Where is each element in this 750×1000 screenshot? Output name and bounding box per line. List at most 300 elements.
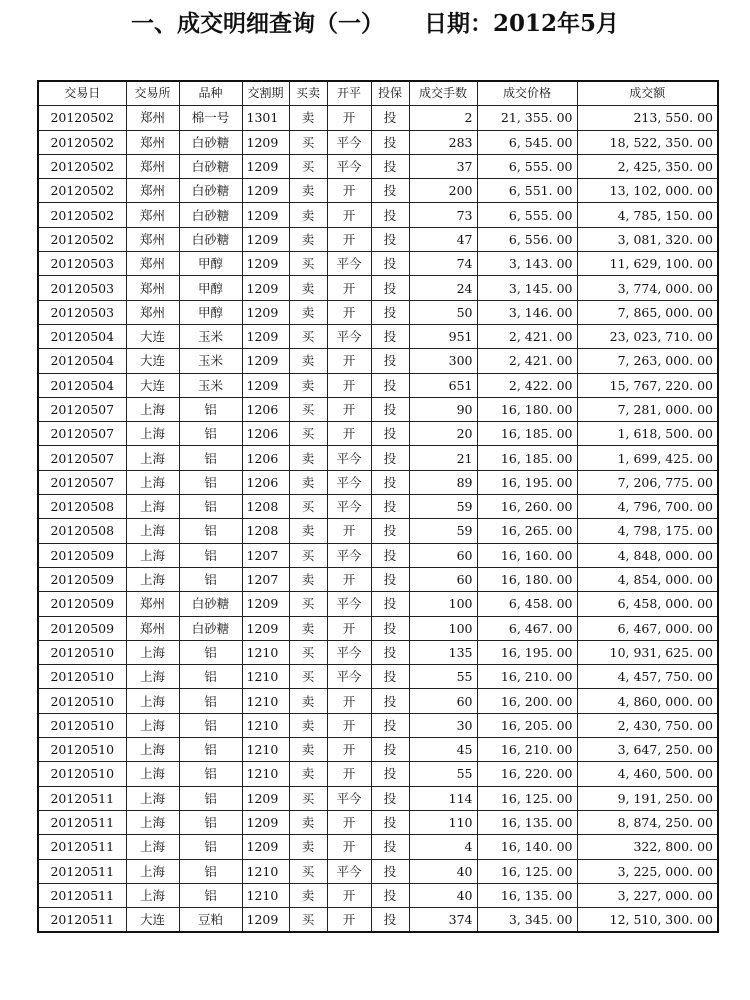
- cell-lots: 40: [409, 883, 477, 907]
- cell-open-close: 平今: [327, 665, 371, 689]
- cell-delivery-period: 1209: [242, 154, 289, 178]
- cell-exchange: 上海: [126, 786, 179, 810]
- cell-trade-date: 20120502: [38, 227, 126, 251]
- cell-trade-date: 20120509: [38, 543, 126, 567]
- cell-price: 16, 125. 00: [477, 859, 577, 883]
- cell-lots: 47: [409, 227, 477, 251]
- cell-buy-sell: 卖: [289, 276, 327, 300]
- cell-variety: 玉米: [179, 373, 242, 397]
- cell-delivery-period: 1206: [242, 446, 289, 470]
- cell-buy-sell: 卖: [289, 373, 327, 397]
- cell-variety: 铝: [179, 786, 242, 810]
- cell-variety: 铝: [179, 883, 242, 907]
- cell-delivery-period: 1207: [242, 567, 289, 591]
- cell-lots: 651: [409, 373, 477, 397]
- cell-trade-date: 20120511: [38, 786, 126, 810]
- cell-buy-sell: 买: [289, 154, 327, 178]
- cell-trade-date: 20120507: [38, 470, 126, 494]
- cell-open-close: 开: [327, 908, 371, 933]
- cell-spec-hedge: 投: [371, 762, 409, 786]
- cell-open-close: 平今: [327, 446, 371, 470]
- cell-delivery-period: 1209: [242, 786, 289, 810]
- cell-buy-sell: 卖: [289, 227, 327, 251]
- cell-spec-hedge: 投: [371, 859, 409, 883]
- cell-trade-date: 20120511: [38, 883, 126, 907]
- cell-price: 16, 195. 00: [477, 470, 577, 494]
- cell-price: 16, 265. 00: [477, 519, 577, 543]
- cell-buy-sell: 卖: [289, 810, 327, 834]
- cell-variety: 白砂糖: [179, 227, 242, 251]
- cell-amount: 2, 430, 750. 00: [577, 713, 718, 737]
- cell-variety: 铝: [179, 762, 242, 786]
- cell-exchange: 郑州: [126, 252, 179, 276]
- cell-delivery-period: 1206: [242, 470, 289, 494]
- cell-trade-date: 20120507: [38, 446, 126, 470]
- cell-buy-sell: 买: [289, 422, 327, 446]
- cell-price: 6, 458. 00: [477, 592, 577, 616]
- cell-lots: 20: [409, 422, 477, 446]
- cell-delivery-period: 1209: [242, 835, 289, 859]
- cell-exchange: 郑州: [126, 154, 179, 178]
- cell-amount: 3, 225, 000. 00: [577, 859, 718, 883]
- cell-exchange: 上海: [126, 640, 179, 664]
- cell-spec-hedge: 投: [371, 300, 409, 324]
- cell-spec-hedge: 投: [371, 713, 409, 737]
- cell-open-close: 平今: [327, 592, 371, 616]
- table-row: [38, 616, 718, 640]
- cell-lots: 55: [409, 762, 477, 786]
- cell-exchange: 郑州: [126, 227, 179, 251]
- cell-exchange: 郑州: [126, 616, 179, 640]
- cell-buy-sell: 卖: [289, 883, 327, 907]
- cell-variety: 铝: [179, 640, 242, 664]
- cell-variety: 白砂糖: [179, 203, 242, 227]
- cell-lots: 60: [409, 543, 477, 567]
- cell-buy-sell: 买: [289, 543, 327, 567]
- cell-lots: 110: [409, 810, 477, 834]
- cell-exchange: 郑州: [126, 130, 179, 154]
- cell-delivery-period: 1209: [242, 373, 289, 397]
- cell-trade-date: 20120503: [38, 300, 126, 324]
- cell-amount: 1, 618, 500. 00: [577, 422, 718, 446]
- cell-buy-sell: 买: [289, 640, 327, 664]
- cell-exchange: 大连: [126, 373, 179, 397]
- cell-spec-hedge: 投: [371, 616, 409, 640]
- cell-delivery-period: 1209: [242, 349, 289, 373]
- cell-variety: 铝: [179, 713, 242, 737]
- table-row: [38, 324, 718, 348]
- header-trade-date: 交易日: [38, 81, 126, 106]
- cell-spec-hedge: 投: [371, 179, 409, 203]
- cell-open-close: 平今: [327, 130, 371, 154]
- cell-buy-sell: 卖: [289, 446, 327, 470]
- header-delivery-period: 交割期: [242, 81, 289, 106]
- cell-price: 16, 125. 00: [477, 786, 577, 810]
- cell-delivery-period: 1301: [242, 106, 289, 130]
- cell-buy-sell: 卖: [289, 713, 327, 737]
- cell-price: 16, 185. 00: [477, 446, 577, 470]
- cell-exchange: 上海: [126, 835, 179, 859]
- cell-delivery-period: 1206: [242, 397, 289, 421]
- cell-amount: 4, 854, 000. 00: [577, 567, 718, 591]
- cell-buy-sell: 卖: [289, 738, 327, 762]
- cell-variety: 铝: [179, 397, 242, 421]
- cell-exchange: 上海: [126, 397, 179, 421]
- cell-variety: 铝: [179, 543, 242, 567]
- cell-lots: 45: [409, 738, 477, 762]
- cell-buy-sell: 买: [289, 495, 327, 519]
- cell-trade-date: 20120510: [38, 665, 126, 689]
- cell-trade-date: 20120509: [38, 567, 126, 591]
- cell-spec-hedge: 投: [371, 203, 409, 227]
- cell-delivery-period: 1210: [242, 640, 289, 664]
- cell-price: 16, 210. 00: [477, 665, 577, 689]
- cell-trade-date: 20120502: [38, 179, 126, 203]
- cell-lots: 100: [409, 592, 477, 616]
- header-lots: 成交手数: [409, 81, 477, 106]
- cell-spec-hedge: 投: [371, 640, 409, 664]
- cell-price: 16, 135. 00: [477, 883, 577, 907]
- cell-lots: 2: [409, 106, 477, 130]
- cell-amount: 8, 874, 250. 00: [577, 810, 718, 834]
- cell-exchange: 上海: [126, 738, 179, 762]
- cell-variety: 铝: [179, 738, 242, 762]
- cell-amount: 23, 023, 710. 00: [577, 324, 718, 348]
- cell-price: 16, 185. 00: [477, 422, 577, 446]
- cell-variety: 白砂糖: [179, 154, 242, 178]
- cell-buy-sell: 卖: [289, 203, 327, 227]
- cell-amount: 3, 647, 250. 00: [577, 738, 718, 762]
- cell-buy-sell: 卖: [289, 567, 327, 591]
- cell-delivery-period: 1208: [242, 495, 289, 519]
- cell-lots: 73: [409, 203, 477, 227]
- cell-spec-hedge: 投: [371, 592, 409, 616]
- cell-variety: 玉米: [179, 349, 242, 373]
- table-row: [38, 227, 718, 251]
- cell-open-close: 开: [327, 300, 371, 324]
- cell-trade-date: 20120511: [38, 859, 126, 883]
- cell-trade-date: 20120503: [38, 276, 126, 300]
- cell-amount: 7, 206, 775. 00: [577, 470, 718, 494]
- cell-lots: 37: [409, 154, 477, 178]
- cell-exchange: 郑州: [126, 106, 179, 130]
- cell-exchange: 上海: [126, 810, 179, 834]
- cell-price: 16, 180. 00: [477, 397, 577, 421]
- cell-exchange: 上海: [126, 543, 179, 567]
- cell-trade-date: 20120511: [38, 908, 126, 933]
- cell-variety: 铝: [179, 470, 242, 494]
- cell-price: 21, 355. 00: [477, 106, 577, 130]
- cell-delivery-period: 1209: [242, 227, 289, 251]
- cell-amount: 9, 191, 250. 00: [577, 786, 718, 810]
- cell-variety: 白砂糖: [179, 179, 242, 203]
- cell-spec-hedge: 投: [371, 810, 409, 834]
- table-row: [38, 786, 718, 810]
- cell-spec-hedge: 投: [371, 227, 409, 251]
- cell-lots: 200: [409, 179, 477, 203]
- cell-lots: 90: [409, 397, 477, 421]
- cell-price: 16, 210. 00: [477, 738, 577, 762]
- cell-price: 16, 180. 00: [477, 567, 577, 591]
- cell-exchange: 上海: [126, 859, 179, 883]
- cell-amount: 4, 860, 000. 00: [577, 689, 718, 713]
- table-row: [38, 373, 718, 397]
- cell-spec-hedge: 投: [371, 130, 409, 154]
- cell-spec-hedge: 投: [371, 154, 409, 178]
- table-row: [38, 713, 718, 737]
- cell-buy-sell: 卖: [289, 300, 327, 324]
- cell-spec-hedge: 投: [371, 397, 409, 421]
- cell-open-close: 开: [327, 203, 371, 227]
- cell-amount: 7, 281, 000. 00: [577, 397, 718, 421]
- cell-amount: 6, 458, 000. 00: [577, 592, 718, 616]
- table-row: [38, 422, 718, 446]
- cell-exchange: 大连: [126, 349, 179, 373]
- cell-price: 16, 220. 00: [477, 762, 577, 786]
- cell-price: 3, 143. 00: [477, 252, 577, 276]
- cell-delivery-period: 1210: [242, 883, 289, 907]
- cell-amount: 322, 800. 00: [577, 835, 718, 859]
- cell-spec-hedge: 投: [371, 446, 409, 470]
- cell-exchange: 上海: [126, 883, 179, 907]
- cell-amount: 4, 796, 700. 00: [577, 495, 718, 519]
- table-row: [38, 810, 718, 834]
- cell-spec-hedge: 投: [371, 738, 409, 762]
- cell-lots: 59: [409, 495, 477, 519]
- cell-trade-date: 20120507: [38, 422, 126, 446]
- cell-delivery-period: 1209: [242, 252, 289, 276]
- cell-variety: 铝: [179, 835, 242, 859]
- cell-delivery-period: 1210: [242, 689, 289, 713]
- cell-open-close: 开: [327, 616, 371, 640]
- cell-price: 16, 160. 00: [477, 543, 577, 567]
- cell-variety: 白砂糖: [179, 130, 242, 154]
- cell-trade-date: 20120507: [38, 397, 126, 421]
- cell-trade-date: 20120503: [38, 252, 126, 276]
- table-row: [38, 106, 718, 130]
- cell-delivery-period: 1210: [242, 713, 289, 737]
- cell-price: 2, 421. 00: [477, 349, 577, 373]
- table-row: [38, 835, 718, 859]
- cell-amount: 7, 865, 000. 00: [577, 300, 718, 324]
- cell-buy-sell: 卖: [289, 689, 327, 713]
- cell-lots: 40: [409, 859, 477, 883]
- cell-price: 3, 145. 00: [477, 276, 577, 300]
- cell-price: 3, 345. 00: [477, 908, 577, 933]
- table-row: [38, 203, 718, 227]
- cell-exchange: 郑州: [126, 203, 179, 227]
- cell-open-close: 开: [327, 519, 371, 543]
- table-row: [38, 908, 718, 933]
- cell-variety: 甲醇: [179, 252, 242, 276]
- cell-spec-hedge: 投: [371, 835, 409, 859]
- cell-amount: 15, 767, 220. 00: [577, 373, 718, 397]
- cell-buy-sell: 卖: [289, 106, 327, 130]
- header-exchange: 交易所: [126, 81, 179, 106]
- cell-exchange: 郑州: [126, 179, 179, 203]
- cell-open-close: 开: [327, 835, 371, 859]
- cell-exchange: 上海: [126, 567, 179, 591]
- cell-amount: 2, 425, 350. 00: [577, 154, 718, 178]
- cell-variety: 铝: [179, 810, 242, 834]
- cell-delivery-period: 1209: [242, 300, 289, 324]
- cell-spec-hedge: 投: [371, 106, 409, 130]
- cell-trade-date: 20120510: [38, 713, 126, 737]
- cell-lots: 114: [409, 786, 477, 810]
- cell-trade-date: 20120504: [38, 324, 126, 348]
- cell-trade-date: 20120509: [38, 616, 126, 640]
- cell-amount: 6, 467, 000. 00: [577, 616, 718, 640]
- cell-spec-hedge: 投: [371, 470, 409, 494]
- cell-buy-sell: 买: [289, 130, 327, 154]
- cell-buy-sell: 买: [289, 786, 327, 810]
- cell-lots: 50: [409, 300, 477, 324]
- cell-lots: 4: [409, 835, 477, 859]
- cell-trade-date: 20120510: [38, 640, 126, 664]
- cell-spec-hedge: 投: [371, 495, 409, 519]
- cell-delivery-period: 1209: [242, 179, 289, 203]
- cell-open-close: 开: [327, 422, 371, 446]
- cell-variety: 铝: [179, 519, 242, 543]
- cell-buy-sell: 卖: [289, 349, 327, 373]
- table-row: [38, 640, 718, 664]
- cell-spec-hedge: 投: [371, 373, 409, 397]
- cell-price: 6, 555. 00: [477, 154, 577, 178]
- table-row: [38, 470, 718, 494]
- table-row: [38, 154, 718, 178]
- cell-variety: 铝: [179, 665, 242, 689]
- cell-open-close: 开: [327, 227, 371, 251]
- cell-lots: 21: [409, 446, 477, 470]
- cell-trade-date: 20120502: [38, 106, 126, 130]
- page-title: [0, 6, 750, 42]
- table-row: [38, 446, 718, 470]
- cell-trade-date: 20120509: [38, 592, 126, 616]
- header-row: [38, 81, 718, 106]
- cell-delivery-period: 1209: [242, 203, 289, 227]
- cell-open-close: 开: [327, 373, 371, 397]
- cell-lots: 55: [409, 665, 477, 689]
- cell-spec-hedge: 投: [371, 665, 409, 689]
- cell-open-close: 平今: [327, 495, 371, 519]
- cell-spec-hedge: 投: [371, 908, 409, 933]
- cell-variety: 玉米: [179, 324, 242, 348]
- cell-delivery-period: 1210: [242, 738, 289, 762]
- cell-buy-sell: 卖: [289, 179, 327, 203]
- cell-lots: 24: [409, 276, 477, 300]
- cell-spec-hedge: 投: [371, 567, 409, 591]
- table-row: [38, 130, 718, 154]
- cell-variety: 棉一号: [179, 106, 242, 130]
- cell-variety: 甲醇: [179, 300, 242, 324]
- cell-delivery-period: 1209: [242, 276, 289, 300]
- cell-lots: 951: [409, 324, 477, 348]
- cell-exchange: 上海: [126, 519, 179, 543]
- cell-amount: 12, 510, 300. 00: [577, 908, 718, 933]
- cell-price: 6, 551. 00: [477, 179, 577, 203]
- cell-delivery-period: 1209: [242, 810, 289, 834]
- cell-buy-sell: 卖: [289, 470, 327, 494]
- cell-trade-date: 20120502: [38, 130, 126, 154]
- cell-buy-sell: 买: [289, 665, 327, 689]
- table-row: [38, 859, 718, 883]
- cell-delivery-period: 1208: [242, 519, 289, 543]
- cell-price: 16, 135. 00: [477, 810, 577, 834]
- cell-amount: 7, 263, 000. 00: [577, 349, 718, 373]
- cell-buy-sell: 卖: [289, 835, 327, 859]
- header-variety: 品种: [179, 81, 242, 106]
- cell-exchange: 上海: [126, 762, 179, 786]
- cell-variety: 铝: [179, 567, 242, 591]
- report-date: 日期：2012年5月: [423, 10, 620, 37]
- cell-exchange: 上海: [126, 689, 179, 713]
- cell-spec-hedge: 投: [371, 422, 409, 446]
- cell-amount: 4, 785, 150. 00: [577, 203, 718, 227]
- cell-open-close: 平今: [327, 324, 371, 348]
- cell-delivery-period: 1210: [242, 762, 289, 786]
- cell-variety: 豆粕: [179, 908, 242, 933]
- cell-delivery-period: 1210: [242, 665, 289, 689]
- cell-buy-sell: 卖: [289, 762, 327, 786]
- cell-variety: 甲醇: [179, 276, 242, 300]
- cell-amount: 4, 798, 175. 00: [577, 519, 718, 543]
- cell-open-close: 开: [327, 179, 371, 203]
- cell-variety: 白砂糖: [179, 616, 242, 640]
- cell-lots: 374: [409, 908, 477, 933]
- cell-spec-hedge: 投: [371, 349, 409, 373]
- cell-open-close: 平今: [327, 154, 371, 178]
- table-row: [38, 495, 718, 519]
- table-row: [38, 883, 718, 907]
- cell-open-close: 开: [327, 883, 371, 907]
- cell-price: 2, 421. 00: [477, 324, 577, 348]
- cell-buy-sell: 买: [289, 324, 327, 348]
- header-amount: 成交额: [577, 81, 718, 106]
- cell-open-close: 平今: [327, 470, 371, 494]
- cell-variety: 铝: [179, 859, 242, 883]
- cell-open-close: 开: [327, 106, 371, 130]
- cell-delivery-period: 1209: [242, 616, 289, 640]
- cell-amount: 13, 102, 000. 00: [577, 179, 718, 203]
- cell-delivery-period: 1210: [242, 859, 289, 883]
- cell-trade-date: 20120511: [38, 810, 126, 834]
- cell-trade-date: 20120510: [38, 689, 126, 713]
- table-row: [38, 349, 718, 373]
- cell-spec-hedge: 投: [371, 276, 409, 300]
- cell-lots: 30: [409, 713, 477, 737]
- cell-buy-sell: 卖: [289, 519, 327, 543]
- cell-amount: 4, 457, 750. 00: [577, 665, 718, 689]
- table-row: [38, 300, 718, 324]
- cell-buy-sell: 买: [289, 859, 327, 883]
- cell-open-close: 开: [327, 762, 371, 786]
- cell-price: 6, 555. 00: [477, 203, 577, 227]
- header-open-close: 开平: [327, 81, 371, 106]
- cell-price: 16, 260. 00: [477, 495, 577, 519]
- header-spec-hedge: 投保: [371, 81, 409, 106]
- cell-variety: 铝: [179, 446, 242, 470]
- cell-spec-hedge: 投: [371, 689, 409, 713]
- cell-price: 16, 195. 00: [477, 640, 577, 664]
- cell-open-close: 平今: [327, 786, 371, 810]
- cell-lots: 60: [409, 567, 477, 591]
- table-header: [38, 81, 718, 106]
- table-row: [38, 252, 718, 276]
- cell-exchange: 大连: [126, 908, 179, 933]
- cell-open-close: 平今: [327, 543, 371, 567]
- cell-lots: 300: [409, 349, 477, 373]
- table-row: [38, 689, 718, 713]
